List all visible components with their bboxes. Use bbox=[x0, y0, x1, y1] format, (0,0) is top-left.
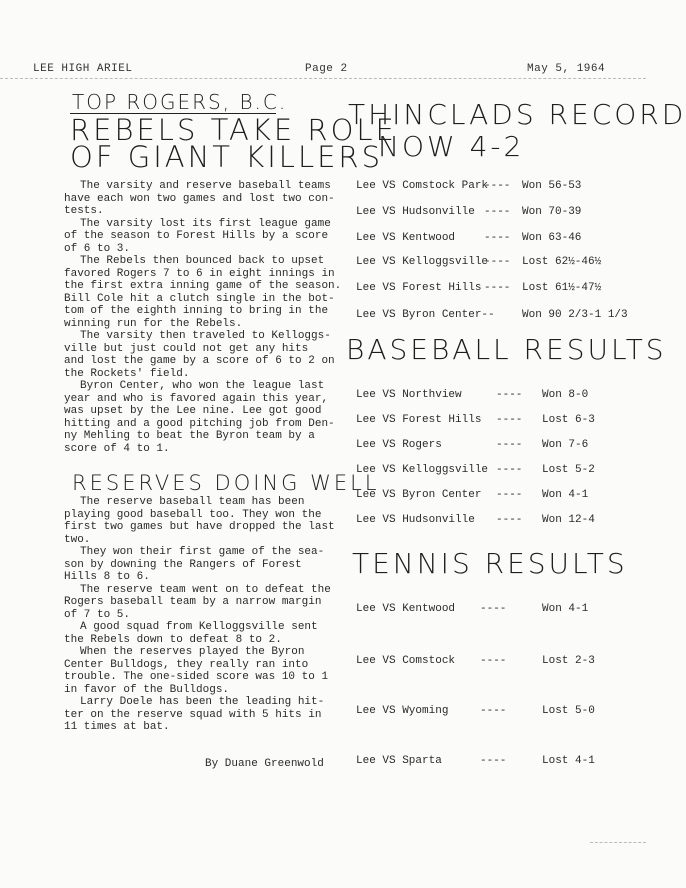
thinclads-result: Won 70-39 bbox=[522, 206, 582, 218]
baseball-dash: ---- bbox=[496, 389, 523, 401]
reserves-heading: RESERVES DOING WELL bbox=[72, 471, 380, 495]
tennis-dash: ---- bbox=[480, 755, 507, 767]
baseball-result: Lost 6-3 bbox=[542, 414, 595, 426]
thinclads-dash: ---- bbox=[484, 206, 511, 218]
paragraph-line: hitting and a good pitching job from Den- bbox=[64, 417, 335, 430]
paragraph-line: ny Mehling to beat the Byron team by a bbox=[64, 430, 315, 442]
paragraph-line: The reserve baseball team has been bbox=[80, 496, 305, 508]
thinclads-match: Lee VS Kelloggsville bbox=[356, 256, 489, 268]
article-paragraph bbox=[64, 496, 334, 546]
tennis-dash: ---- bbox=[480, 655, 507, 667]
baseball-result: Won 7-6 bbox=[542, 439, 589, 451]
baseball-title: BASEBALL RESULTS bbox=[346, 333, 667, 366]
baseball-match: Lee VS Hudsonville bbox=[356, 514, 475, 526]
thinclads-result: Lost 61½-47½ bbox=[522, 282, 602, 294]
baseball-dash: ---- bbox=[496, 414, 523, 426]
footer-rule bbox=[590, 842, 646, 843]
tennis-result: Lost 5-0 bbox=[542, 705, 595, 717]
paragraph-line: the Rockets' field. bbox=[64, 367, 190, 380]
tennis-result: Lost 2-3 bbox=[542, 655, 595, 667]
tennis-title: TENNIS RESULTS bbox=[352, 547, 628, 580]
baseball-match: Lee VS Byron Center bbox=[356, 489, 482, 501]
baseball-dash: ---- bbox=[496, 514, 523, 526]
paragraph-line: ter on the reserve squad with 5 hits in bbox=[64, 708, 322, 721]
article-paragraph bbox=[64, 218, 334, 256]
baseball-result: Won 4-1 bbox=[542, 489, 589, 501]
baseball-dash: ---- bbox=[496, 464, 523, 476]
main-headline-line-2: OF GIANT KILLERS bbox=[70, 140, 383, 174]
thinclads-title-line-2: NOW 4-2 bbox=[378, 130, 525, 163]
thinclads-result: Won 90 2/3-1 1/3 bbox=[522, 309, 628, 321]
tennis-match: Lee VS Wyoming bbox=[356, 705, 449, 717]
article-paragraph bbox=[64, 380, 334, 455]
article-paragraph bbox=[64, 255, 342, 330]
baseball-dash: ---- bbox=[496, 439, 523, 451]
article-paragraph bbox=[64, 621, 334, 646]
byline: By Duane Greenwold bbox=[205, 758, 324, 770]
paragraph-line: The reserve team went on to defeat the bbox=[80, 583, 331, 596]
tennis-match: Lee VS Kentwood bbox=[356, 603, 456, 615]
baseball-match: Lee VS Kelloggsville bbox=[356, 464, 489, 476]
thinclads-match: Lee VS Hudsonville bbox=[356, 206, 475, 218]
thinclads-match: Lee VS Forest Hills bbox=[356, 282, 482, 294]
article-paragraph bbox=[64, 180, 334, 218]
thinclads-title-line-1: THINCLADS RECORD bbox=[348, 98, 686, 131]
thinclads-match: Lee VS Comstock Park bbox=[356, 180, 489, 192]
article-paragraph bbox=[64, 330, 334, 380]
paragraph-line: score of 4 to 1. bbox=[64, 442, 170, 455]
tennis-match: Lee VS Comstock bbox=[356, 655, 456, 667]
paragraph-line: year and who is favored again this year, bbox=[64, 392, 329, 405]
article-paragraph bbox=[64, 646, 334, 696]
main-headline-line-1: REBELS TAKE ROLE bbox=[70, 113, 397, 147]
tennis-dash: ---- bbox=[480, 603, 507, 615]
thinclads-dash: ---- bbox=[484, 256, 511, 268]
paragraph-line: Center Bulldogs, they really ran into bbox=[64, 658, 309, 671]
paragraph-line: have each won two games and lost two con- bbox=[64, 192, 335, 205]
paragraph-line: The varsity and reserve baseball teams bbox=[80, 180, 331, 192]
paragraph-line: two. bbox=[64, 533, 91, 546]
paragraph-line: was upset by the Lee nine. Lee got good bbox=[64, 405, 322, 417]
paragraph-line: of the season to Forest Hills by a score bbox=[64, 230, 329, 242]
paragraph-line: the first extra inning game of the season. bbox=[64, 280, 342, 292]
baseball-result: Lost 5-2 bbox=[542, 464, 595, 476]
paragraph-line: tests. bbox=[64, 205, 104, 217]
paragraph-line: winning run for the Rebels. bbox=[64, 317, 243, 330]
paragraph-line: Hills 8 to 6. bbox=[64, 571, 150, 583]
masthead-rule bbox=[0, 78, 646, 79]
paragraph-line: Byron Center, who won the league last bbox=[80, 380, 325, 392]
baseball-result: Won 12-4 bbox=[542, 514, 595, 526]
thinclads-result: Lost 62½-46½ bbox=[522, 256, 602, 268]
masthead-date: May 5, 1964 bbox=[527, 63, 606, 75]
thinclads-dash: ---- bbox=[484, 180, 511, 192]
baseball-match: Lee VS Northview bbox=[356, 389, 462, 401]
paragraph-line: Larry Doele has been the leading hit- bbox=[80, 696, 325, 708]
masthead-page-number: Page 2 bbox=[305, 63, 348, 75]
paragraph-line: 11 times at bat. bbox=[64, 721, 170, 733]
paragraph-line: Rogers baseball team by a narrow margin bbox=[64, 596, 322, 608]
baseball-dash: ---- bbox=[496, 489, 523, 501]
thinclads-dash: ---- bbox=[484, 282, 511, 294]
thinclads-dash: ---- bbox=[484, 232, 511, 244]
paragraph-line: the Rebels down to defeat 8 to 2. bbox=[64, 633, 282, 646]
paragraph-line: playing good baseball too. They won the bbox=[64, 508, 322, 521]
kicker-headline: TOP ROGERS, B.C. bbox=[72, 90, 288, 114]
paragraph-line: The varsity lost its first league game bbox=[80, 217, 331, 230]
paragraph-line: The varsity then traveled to Kelloggs- bbox=[80, 330, 331, 342]
paragraph-line: ville but just could not get any hits bbox=[64, 342, 309, 355]
thinclads-result: Won 63-46 bbox=[522, 232, 582, 244]
paragraph-line: Bill Cole hit a clutch single in the bot- bbox=[64, 292, 335, 305]
baseball-result: Won 8-0 bbox=[542, 389, 589, 401]
paragraph-line: A good squad from Kelloggsville sent bbox=[80, 621, 318, 633]
paragraph-line: The Rebels then bounced back to upset bbox=[80, 255, 325, 267]
article-paragraph bbox=[64, 584, 334, 622]
thinclads-result: Won 56-53 bbox=[522, 180, 582, 192]
tennis-result: Lost 4-1 bbox=[542, 755, 595, 767]
paragraph-line: trouble. The one-sided score was 10 to 1 bbox=[64, 671, 329, 683]
paragraph-line: of 6 to 3. bbox=[64, 242, 131, 255]
tennis-dash: ---- bbox=[480, 705, 507, 717]
paragraph-line: son by downing the Rangers of Forest bbox=[64, 558, 302, 571]
paragraph-line: and lost the game by a score of 6 to 2 on bbox=[64, 355, 335, 367]
thinclads-match: Lee VS Byron Center-- bbox=[356, 309, 495, 321]
paragraph-line: tom of the eighth inning to bring in the bbox=[64, 305, 329, 317]
paragraph-line: of 7 to 5. bbox=[64, 608, 131, 621]
article-paragraph bbox=[64, 546, 334, 584]
tennis-result: Won 4-1 bbox=[542, 603, 589, 615]
baseball-match: Lee VS Forest Hills bbox=[356, 414, 482, 426]
paragraph-line: favored Rogers 7 to 6 in eight innings in bbox=[64, 267, 335, 280]
thinclads-match: Lee VS Kentwood bbox=[356, 232, 456, 244]
paragraph-line: They won their first game of the sea- bbox=[80, 546, 325, 558]
paragraph-line: in favor of the Bulldogs. bbox=[64, 683, 230, 696]
paragraph-line: When the reserves played the Byron bbox=[80, 646, 305, 658]
article-paragraph bbox=[64, 696, 334, 734]
masthead-paper-name: LEE HIGH ARIEL bbox=[33, 63, 133, 75]
tennis-match: Lee VS Sparta bbox=[356, 755, 442, 767]
paragraph-line: first two games but have dropped the last bbox=[64, 521, 335, 533]
baseball-match: Lee VS Rogers bbox=[356, 439, 442, 451]
